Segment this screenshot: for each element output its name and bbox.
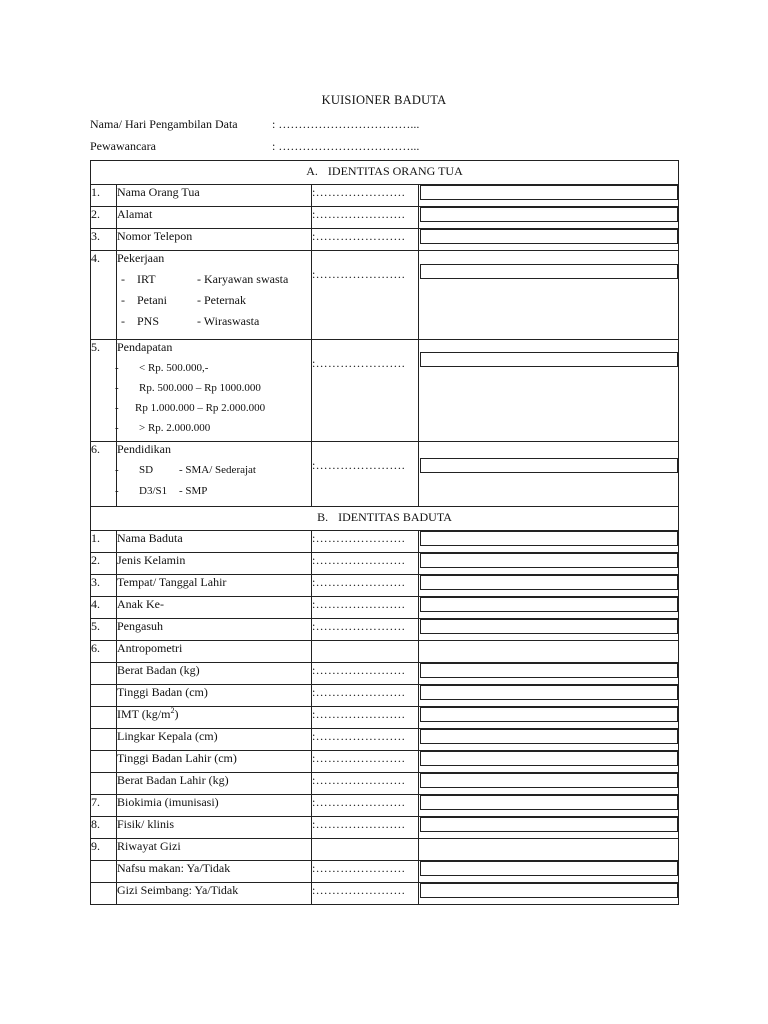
answer-dots[interactable]: :…………………. xyxy=(312,663,419,685)
answer-dots[interactable]: :…………………. xyxy=(312,458,406,472)
table-row xyxy=(91,619,679,641)
answer-dots[interactable]: :…………………. xyxy=(312,597,419,619)
code-box[interactable] xyxy=(420,553,678,568)
row-label: Tempat/ Tanggal Lahir xyxy=(117,575,312,597)
code-box[interactable] xyxy=(420,597,678,612)
row-label: Riwayat Gizi xyxy=(117,839,312,861)
option-label: Rp. 500.000 – Rp 1000.000 xyxy=(139,382,261,394)
code-box[interactable] xyxy=(420,458,678,473)
table-row xyxy=(91,817,679,839)
code-box[interactable] xyxy=(420,619,678,634)
section-letter: B. xyxy=(317,510,329,524)
row-number: 6. xyxy=(91,641,117,663)
table-row-sub xyxy=(91,861,679,883)
answer-dots[interactable]: :…………………. xyxy=(312,729,419,751)
questionnaire-table xyxy=(90,160,679,905)
answer-dots[interactable]: :…………………. xyxy=(312,707,419,729)
table-row-pendidikan xyxy=(91,442,679,507)
table-row-sub xyxy=(91,883,679,905)
option-item: - Rp. 500.000 – Rp 1000.000 xyxy=(115,382,261,394)
row-label: Antropometri xyxy=(117,641,312,663)
row-label: Berat Badan Lahir (kg) xyxy=(117,773,312,795)
option-item: - IRT - Karyawan swasta xyxy=(121,272,289,286)
row-label: Jenis Kelamin xyxy=(117,553,312,575)
option-label: - Peternak xyxy=(197,293,246,307)
table-row xyxy=(91,207,679,229)
row-label: Pekerjaan xyxy=(117,251,165,265)
row-number: 7. xyxy=(91,795,117,817)
table-row-sub xyxy=(91,663,679,685)
row-label: Lingkar Kepala (cm) xyxy=(117,729,312,751)
row-number: 2. xyxy=(91,207,117,229)
answer-dots[interactable]: :…………………. xyxy=(312,229,419,251)
row-label: Pendidikan xyxy=(117,442,171,456)
row-label: Tinggi Badan (cm) xyxy=(117,685,312,707)
table-row xyxy=(91,553,679,575)
table-row xyxy=(91,229,679,251)
option-label: - SMA/ Sederajat xyxy=(179,464,256,476)
row-label: Nama Orang Tua xyxy=(117,185,312,207)
code-box[interactable] xyxy=(420,817,678,832)
table-row-pekerjaan xyxy=(91,251,679,340)
code-box[interactable] xyxy=(420,685,678,700)
row-label: Anak Ke- xyxy=(117,597,312,619)
option-label: Petani xyxy=(137,293,167,307)
row-label: Biokimia (imunisasi) xyxy=(117,795,312,817)
option-label: - Karyawan swasta xyxy=(197,272,289,286)
table-row xyxy=(91,531,679,553)
answer-dots[interactable]: :…………………. xyxy=(312,685,419,707)
option-label: - Wiraswasta xyxy=(197,314,260,328)
section-letter: A. xyxy=(306,164,318,178)
code-box[interactable] xyxy=(420,229,678,244)
section-header-a xyxy=(91,161,679,185)
row-label: Nafsu makan: Ya/Tidak xyxy=(117,861,312,883)
row-label-imt: IMT $(kg/m^2)$ xyxy=(117,707,312,729)
option-label: Rp 1.000.000 – Rp 2.000.000 xyxy=(135,402,266,414)
table-row-sub xyxy=(91,685,679,707)
table-row xyxy=(91,597,679,619)
row-label: Nama Baduta xyxy=(117,531,312,553)
table-row xyxy=(91,185,679,207)
answer-dots[interactable]: :…………………. xyxy=(312,185,419,207)
meta-value-field[interactable]: : ……………………………... xyxy=(272,139,420,153)
answer-dots[interactable]: :…………………. xyxy=(312,773,419,795)
table-row xyxy=(91,641,679,663)
answer-dots[interactable]: :…………………. xyxy=(312,619,419,641)
table-row-sub xyxy=(91,729,679,751)
row-number: 8. xyxy=(91,817,117,839)
code-box[interactable] xyxy=(420,207,678,222)
option-label: < Rp. 500.000,- xyxy=(139,362,209,374)
row-label: Berat Badan (kg) xyxy=(117,663,312,685)
page-title: KUISIONER BADUTA xyxy=(321,93,447,107)
table-row xyxy=(91,839,679,861)
row-number: 9. xyxy=(91,839,117,861)
row-number: 5. xyxy=(91,340,117,442)
option-label: > Rp. 2.000.000 xyxy=(139,422,211,434)
row-number: 3. xyxy=(91,229,117,251)
row-number: 1. xyxy=(91,531,117,553)
answer-dots[interactable]: :…………………. xyxy=(312,531,419,553)
answer-dots[interactable]: :…………………. xyxy=(312,207,419,229)
option-item: - Petani - Peternak xyxy=(121,293,246,307)
code-box[interactable] xyxy=(420,729,678,744)
row-label: Pendapatan xyxy=(117,340,173,354)
row-label: Tinggi Badan Lahir (cm) xyxy=(117,751,312,773)
answer-dots[interactable]: :…………………. xyxy=(312,751,419,773)
row-number: 1. xyxy=(91,185,117,207)
row-label: Fisik/ klinis xyxy=(117,817,312,839)
answer-dots[interactable]: :…………………. xyxy=(312,575,419,597)
table-row xyxy=(91,795,679,817)
row-number: 2. xyxy=(91,553,117,575)
option-item: - Rp 1.000.000 – Rp 2.000.000 xyxy=(115,402,266,414)
answer-dots[interactable]: :…………………. xyxy=(312,267,406,281)
row-number: 5. xyxy=(91,619,117,641)
option-label: SD xyxy=(139,464,154,476)
table-row-sub xyxy=(91,773,679,795)
code-box[interactable] xyxy=(420,663,678,678)
code-box[interactable] xyxy=(420,861,678,876)
row-label: Gizi Seimbang: Ya/Tidak xyxy=(117,883,312,905)
answer-dots[interactable]: :…………………. xyxy=(312,795,419,817)
row-number: 6. xyxy=(91,442,117,507)
answer-dots[interactable]: :…………………. xyxy=(312,553,419,575)
section-title: IDENTITAS BADUTA xyxy=(338,510,452,524)
table-row-pendapatan xyxy=(91,340,679,442)
code-box[interactable] xyxy=(420,795,678,810)
answer-dots[interactable]: :…………………. xyxy=(312,861,419,883)
meta-value-field[interactable]: : ……………………………... xyxy=(272,117,420,131)
table-row-sub xyxy=(91,707,679,729)
answer-dots[interactable]: :…………………. xyxy=(312,817,419,839)
section-header-b xyxy=(91,507,679,531)
row-label: Alamat xyxy=(117,207,312,229)
code-box[interactable] xyxy=(420,575,678,590)
row-number: 4. xyxy=(91,251,117,340)
option-label: IRT xyxy=(137,272,156,286)
table-row-sub xyxy=(91,751,679,773)
option-label: PNS xyxy=(137,314,160,328)
row-label: Nomor Telepon xyxy=(117,229,312,251)
row-number: 4. xyxy=(91,597,117,619)
meta-row-interviewer xyxy=(90,139,420,154)
meta-label: Nama/ Hari Pengambilan Data xyxy=(90,117,238,131)
row-label: Pengasuh xyxy=(117,619,312,641)
answer-dots[interactable]: :…………………. xyxy=(312,883,419,905)
meta-label: Pewawancara xyxy=(90,139,156,153)
code-box[interactable] xyxy=(420,352,678,367)
option-label: D3/S1 xyxy=(139,485,168,497)
code-box[interactable] xyxy=(420,883,678,898)
code-box[interactable] xyxy=(420,264,678,279)
code-box[interactable] xyxy=(420,751,678,766)
code-box[interactable] xyxy=(420,707,678,722)
code-box[interactable] xyxy=(420,773,678,788)
answer-dots[interactable]: :…………………. xyxy=(312,356,406,370)
row-number: 3. xyxy=(91,575,117,597)
option-label: - SMP xyxy=(179,485,208,497)
section-title: IDENTITAS ORANG TUA xyxy=(327,164,463,178)
option-item: - < Rp. 500.000,- xyxy=(115,362,209,374)
option-item: - > Rp. 2.000.000 xyxy=(115,422,211,434)
option-item: - PNS - Wiraswasta xyxy=(121,314,260,328)
option-item: - D3/S1 - SMP xyxy=(115,485,208,497)
option-item: - SD - SMA/ Sederajat xyxy=(115,464,256,476)
meta-row-date xyxy=(90,117,420,132)
table-row xyxy=(91,575,679,597)
code-box[interactable] xyxy=(420,531,678,546)
code-box[interactable] xyxy=(420,185,678,200)
